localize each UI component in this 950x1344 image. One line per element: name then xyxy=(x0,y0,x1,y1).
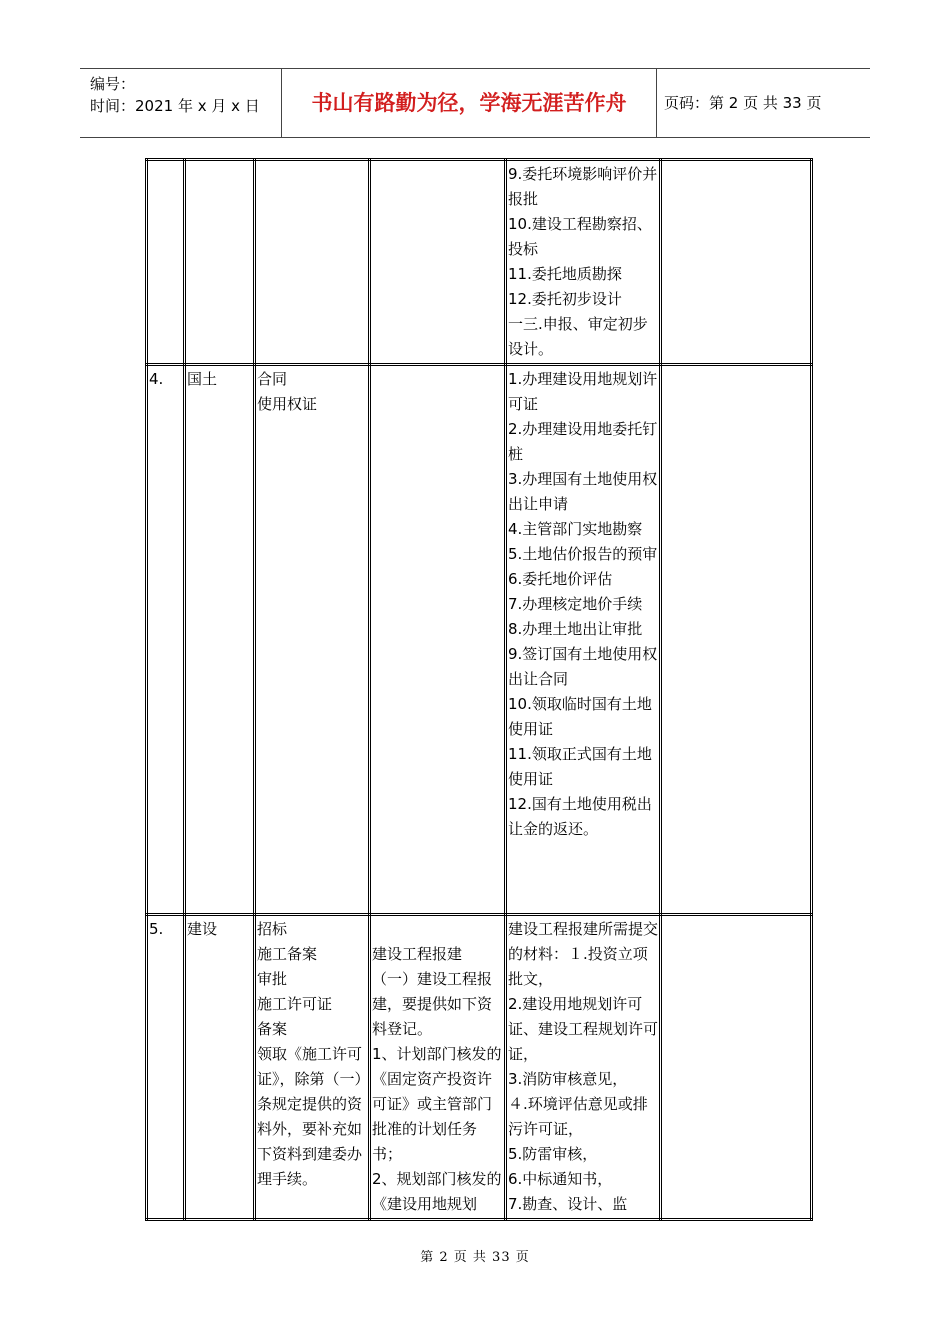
procedure-table xyxy=(145,158,813,1221)
row-number: 5. xyxy=(147,915,185,1220)
step-item: 7.办理核定地价手续 xyxy=(508,595,643,613)
step-item: 11.领取正式国有土地使用证 xyxy=(508,745,652,788)
step-item: 10.建设工程勘察招、投标 xyxy=(508,215,652,258)
document-item: 施工许可证 xyxy=(257,995,333,1013)
page-header xyxy=(80,68,870,138)
process-item: 建设工程报建 xyxy=(372,945,463,963)
step-item: 9.签订国有土地使用权出让合同 xyxy=(508,645,658,688)
step-item: 12.委托初步设计 xyxy=(508,290,622,308)
department: 国土 xyxy=(185,365,255,915)
document-item: 审批 xyxy=(257,970,288,988)
table-row xyxy=(147,365,812,915)
step-item: 12.国有土地使用税出让金的返还。 xyxy=(508,795,652,838)
page-info: 页码：第 2 页 共 33 页 xyxy=(664,94,822,112)
document-item: 使用权证 xyxy=(257,395,318,413)
row-number: 4. xyxy=(147,365,185,915)
table-row xyxy=(147,160,812,365)
step-item: 7.勘查、设计、监 xyxy=(508,1195,628,1213)
remark-cell xyxy=(661,365,812,915)
department xyxy=(185,160,255,365)
department: 建设 xyxy=(185,915,255,1220)
step-item: 6.中标通知书， xyxy=(508,1170,613,1188)
row-number xyxy=(147,160,185,365)
process-item: 2、规划部门核发的《建设用地规划 xyxy=(372,1170,502,1213)
motto: 书山有路勤为径，学海无涯苦作舟 xyxy=(311,90,627,115)
process-cell xyxy=(370,915,506,1220)
remark-cell xyxy=(661,915,812,1220)
process-item xyxy=(372,917,503,942)
document-item: 备案 xyxy=(257,1020,288,1038)
document-cell xyxy=(255,915,370,1220)
steps-cell xyxy=(506,915,661,1220)
step-item: 3.办理国有土地使用权出让申请 xyxy=(508,470,658,513)
step-item: 5.防雷审核， xyxy=(508,1145,598,1163)
document-item: 施工备案 xyxy=(257,945,318,963)
header-divider xyxy=(656,69,657,137)
step-item: 6.委托地价评估 xyxy=(508,570,613,588)
table-row xyxy=(147,915,812,1220)
step-item: 3.消防审核意见， xyxy=(508,1070,628,1088)
steps-cell xyxy=(506,160,661,365)
step-item: 2.建设用地规划许可证、建设工程规划许可证， xyxy=(508,995,659,1063)
document-item: 合同 xyxy=(257,370,288,388)
step-item: 1.办理建设用地规划许可证 xyxy=(508,370,658,413)
document-cell xyxy=(255,160,370,365)
document-item: 领取《施工许可证》，除第（一）条规定提供的资料外，要补充如下资料到建委办理手续。 xyxy=(257,1045,363,1188)
remark-cell xyxy=(661,160,812,365)
process-item: （一）建设工程报建，要提供如下资料登记。 xyxy=(372,970,493,1038)
step-item: 4.主管部门实地勘察 xyxy=(508,520,643,538)
process-cell xyxy=(370,365,506,915)
process-item: 1、计划部门核发的《固定资产投资许可证》或主管部门批准的计划任务书； xyxy=(372,1045,502,1163)
step-item: 2.办理建设用地委托钉桩 xyxy=(508,420,658,463)
doc-info xyxy=(90,73,260,117)
code-label: 编号： xyxy=(90,75,136,93)
step-item: 建设工程报建所需提交的材料：１.投资立项批文， xyxy=(508,920,659,988)
step-item: 10.领取临时国有土地使用证 xyxy=(508,695,652,738)
step-item: 9.委托环境影响评价并报批 xyxy=(508,165,658,208)
step-item: 一三.申报、审定初步设计。 xyxy=(508,315,648,358)
process-cell xyxy=(370,160,506,365)
step-item: 5.土地估价报告的预审 xyxy=(508,545,658,563)
step-item: 8.办理土地出让审批 xyxy=(508,620,643,638)
steps-cell xyxy=(506,365,661,915)
document-cell xyxy=(255,365,370,915)
step-item: ４.环境评估意见或排污许可证， xyxy=(508,1095,648,1138)
document-item: 招标 xyxy=(257,920,288,938)
step-item: 11.委托地质勘探 xyxy=(508,265,622,283)
page-footer: 第 2 页 共 33 页 xyxy=(420,1250,530,1265)
time-label: 时间：2021 年 x 月 x 日 xyxy=(90,97,260,115)
